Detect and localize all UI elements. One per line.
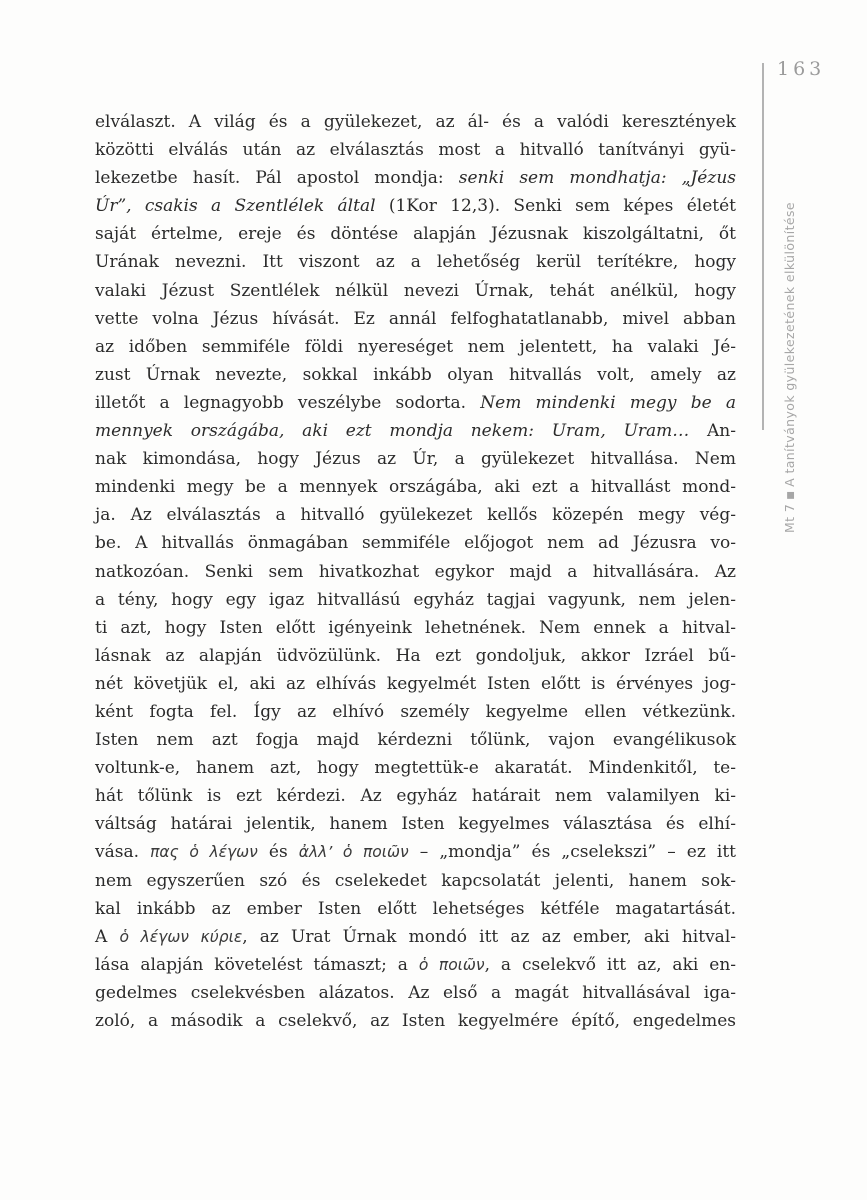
page-number: 163: [777, 58, 826, 80]
text-line: illetőt a legnagyobb veszélybe sodorta. Nem mindenki megy be a: [95, 392, 736, 413]
text-line: Urának nevezni. Itt viszont az a lehetőség kerül terítékre, hogy: [95, 252, 736, 273]
margin-caption-chapter: Mt 7: [782, 503, 797, 533]
text-line: valaki Jézust Szentlélek nélkül nevezi Úrnak, tehát anélkül, hogy: [95, 280, 736, 301]
text-line: nét követjük el, aki az elhívás kegyelmét Isten előtt is érvényes jog-: [95, 673, 736, 694]
text-line: nak kimondása, hogy Jézus az Úr, a gyülekezet hitvallása. Nem: [95, 449, 736, 470]
square-bullet-icon: ■: [786, 490, 796, 500]
body-text: [95, 108, 736, 1035]
text-line: hát tőlünk is ezt kérdezi. Az egyház határait nem valamilyen ki-: [95, 786, 736, 807]
text-line: gedelmes cselekvésben alázatos. Az első a magát hitvallásával iga-: [95, 982, 736, 1003]
text-line: be. A hitvallás önmagában semmiféle előjogot nem ad Jézusra vo-: [95, 533, 736, 554]
text-line: lekezetbe hasít. Pál apostol mondja: senki sem mondhatja: „Jézus: [95, 168, 736, 189]
text-line: zust Úrnak nevezte, sokkal inkább olyan hitvallás volt, amely az: [95, 364, 736, 385]
text-line: voltunk-e, hanem azt, hogy megtettük-e akaratát. Mindenkitől, te-: [95, 758, 736, 779]
text-line: ti azt, hogy Isten előtt igényeink lehetnének. Nem ennek a hitval-: [95, 617, 736, 638]
text-line: ként fogta fel. Így az elhívó személy kegyelme ellen vétkezünk.: [95, 701, 736, 722]
margin-caption: [782, 112, 799, 533]
text-line: kal inkább az ember Isten előtt lehetséges kétféle magatartását.: [95, 898, 736, 919]
text-line: váltság határai jelentik, hanem Isten kegyelmes választása és elhí-: [95, 814, 736, 835]
text-line: vása. πας ὁ λέγων és ἀλλ’ ὁ ποιῶν – „mondja” és „cselekszi” – ez itt: [95, 842, 737, 863]
text-line: mennyek országába, aki ezt mondja nekem: Uram, Uram… An-: [95, 421, 737, 442]
text-line: Isten nem azt fogja majd kérdezni tőlünk, vajon evangélikusok: [95, 730, 736, 751]
text-line: natkozóan. Senki sem hivatkozhat egykor majd a hitvallására. Az: [95, 561, 736, 582]
margin-caption-title: A tanítványok gyülekezetének elkülönítése: [782, 202, 797, 487]
text-line: a tény, hogy egy igaz hitvallású egyház tagjai vagyunk, nem jelen-: [95, 589, 736, 610]
text-line: zoló, a második a cselekvő, az Isten kegyelmére építő, engedelmes: [95, 1011, 736, 1031]
text-line: az időben semmiféle földi nyereséget nem jelentett, ha valaki Jé-: [95, 336, 736, 357]
text-line: A ὁ λέγων κύριε, az Urat Úrnak mondó itt az az ember, aki hitval-: [95, 926, 736, 947]
text-line: saját értelme, ereje és döntése alapján Jézusnak kiszolgáltatni, őt: [95, 224, 736, 245]
text-line: lása alapján követelést támaszt; a ὁ ποιῶν, a cselekvő itt az, aki en-: [95, 954, 737, 975]
text-line: vette volna Jézus hívását. Ez annál felfoghatatlanabb, mivel abban: [95, 308, 736, 329]
text-line: Úr”, csakis a Szentlélek által (1Kor 12,3). Senki sem képes életét: [95, 196, 736, 217]
text-line: nem egyszerűen szó és cselekedet kapcsolatát jelenti, hanem sok-: [95, 870, 736, 891]
text-line: közötti elválás után az elválasztás most a hitvalló tanítványi gyü-: [95, 140, 736, 161]
margin-rule: [762, 63, 764, 430]
text-line: ja. Az elválasztás a hitvalló gyülekezet kellős közepén megy vég-: [95, 505, 736, 526]
text-line: elválaszt. A világ és a gyülekezet, az ál- és a valódi keresztények: [95, 112, 736, 132]
text-line: lásnak az alapján üdvözülünk. Ha ezt gondoljuk, akkor Izráel bű-: [95, 645, 736, 666]
text-line: mindenki megy be a mennyek országába, aki ezt a hitvallást mond-: [95, 477, 736, 498]
